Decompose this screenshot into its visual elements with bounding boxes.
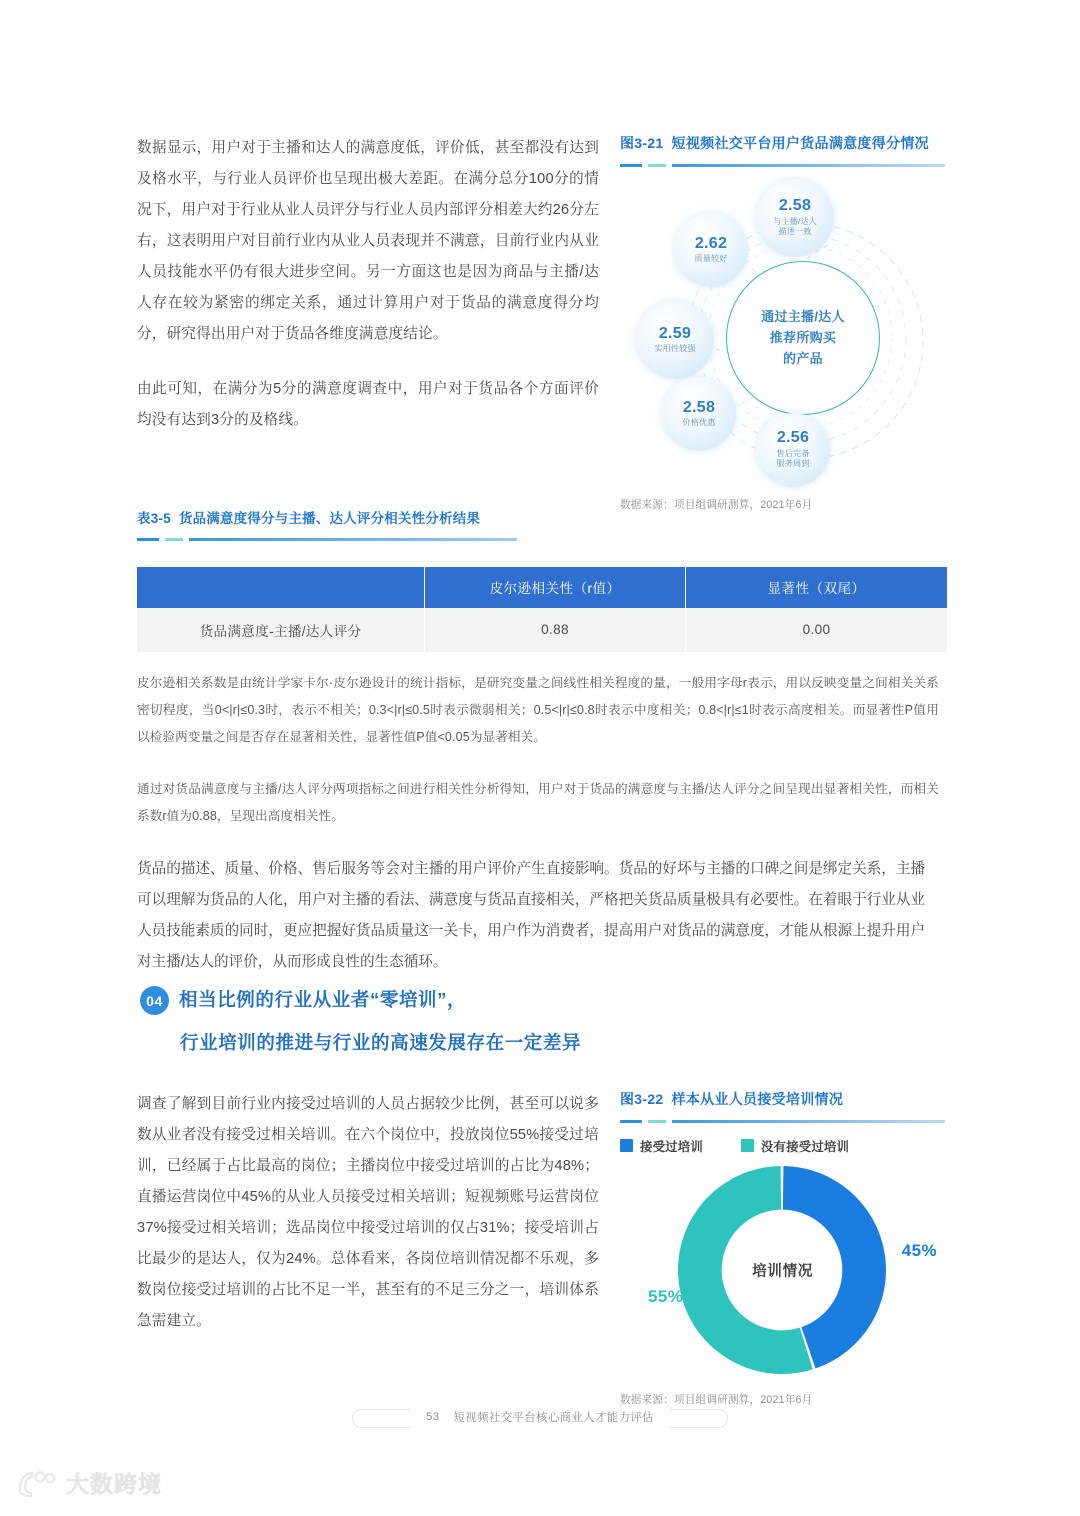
table-row: [137, 608, 947, 652]
correlation-table: [137, 567, 947, 652]
section-number-badge: 04: [140, 986, 169, 1015]
satisfaction-bubble-diagram: [620, 173, 945, 491]
bubble-value: 2.58: [778, 197, 812, 215]
core-circle: [726, 261, 880, 415]
section-04-line1: 相当比例的行业从业者“零培训”，: [179, 989, 467, 1011]
figure-3-21: [620, 133, 945, 512]
table-3-5-caption: [137, 508, 939, 527]
bubble-price: [662, 377, 736, 451]
bubble-label: 实用性较强: [654, 344, 696, 354]
section-04-line2: 行业培训的推进与行业的高速发展存在一定差异: [180, 1032, 582, 1053]
paragraph-conclusion: 由此可知，在满分为5分的满意度调查中，用户对于货品各个方面评价均没有达到3分的及格线。: [137, 381, 599, 428]
figure-3-22-source: 数据来源：项目组调研测算，2021年6月: [620, 1393, 813, 1406]
donut-chart: [620, 1163, 945, 1378]
figure-3-21-rule: [620, 164, 945, 167]
table-header-significance: 显著性（双尾）: [686, 567, 948, 608]
bubble-description-match: [756, 179, 834, 257]
pearson-explanation-block: [137, 670, 939, 751]
bubble-value: 2.62: [694, 234, 728, 252]
legend-item-untrained: [741, 1137, 849, 1155]
training-survey-block: [137, 1089, 599, 1337]
page-footer: [0, 1404, 1080, 1430]
table-3-5-title: 货品满意度得分与主播、达人评分相关性分析结果: [178, 511, 481, 526]
paragraph-training-survey: 调查了解到目前行业内接受过培训的人员占据较少比例，甚至可以说多数从业者没有接受过相关培训。在六个岗位中，投放岗位55%接受过培训，已经属于占比最高的岗位；主播岗位中接受过培训的占比为48%；直播运营岗位中45%的从业人员接受过相关培训；短视频账号运营岗位37%接受过相关培训；选品岗位中接受过培训的仅占31%；接受培训占比最少的是达人，仅为24%。总体看来，各岗位培训情况都不乐观，多数岗位接受过培训的占比不足一半，甚至有的不足三分之一，培训体系急需建立。: [137, 1096, 599, 1329]
donut-center-label: 培训情况: [752, 1263, 813, 1280]
figure-3-21-title: 短视频社交平台用户货品满意度得分情况: [671, 135, 929, 151]
core-circle-label: 通过主播/达人 推荐所购买 的产品: [761, 308, 845, 367]
table-cell-label: 货品满意度-主播/达人评分: [137, 608, 425, 652]
footer-inner: [400, 1404, 680, 1430]
bubble-value: 2.59: [658, 324, 692, 342]
legend-label-untrained: 没有接受过培训: [760, 1139, 850, 1154]
donut-percent-untrained: 55%: [648, 1286, 684, 1306]
table-cell-significance-value: 0.00: [686, 608, 948, 652]
bubble-practicality: [636, 301, 714, 379]
table-header-row: [137, 567, 947, 608]
paragraph-analysis-result: 通过对货品满意度与主播/达人评分两项指标之间进行相关性分析得知，用户对于货品的满意度与主播/达人评分之间呈现出显著相关性，而相关系数r值为0.88，呈现出高度相关性。: [137, 782, 939, 823]
bubble-label: 与主播/达人 描述一致: [773, 217, 817, 237]
table-cell-pearson-value: 0.88: [425, 608, 686, 652]
table-header-pearson: 皮尔逊相关性（r值）: [425, 567, 686, 608]
goods-impact-block: [137, 854, 939, 978]
section-04-line1-row: [140, 986, 700, 1015]
figure-3-21-number: 图3-21: [620, 135, 664, 151]
figure-3-22-caption: [620, 1089, 945, 1109]
legend-swatch-blue: [620, 1139, 633, 1152]
watermark-text: 大数跨境: [66, 1471, 162, 1497]
figure-3-22-rule: [620, 1120, 945, 1123]
intro-text-block: [137, 133, 599, 460]
legend-item-trained: [620, 1137, 703, 1155]
figure-3-21-source: 数据来源：项目组调研测算，2021年6月: [620, 498, 813, 511]
paragraph-goods-impact: 货品的描述、质量、价格、售后服务等会对主播的用户评价产生直接影响。货品的好坏与主播的口碑之间是绑定关系，主播可以理解为货品的人化，用户对主播的看法、满意度与货品直接相关，严格把关货品质量极具有必要性。在着眼于行业从业人员技能素质的同时，更应把握好货品质量这一关卡，用户作为消费者，提高用户对货品的满意度，才能从根源上提升用户对主播/达人的评价，从而形成良性的生态循环。: [137, 861, 926, 970]
bubble-label: 售后完备 服务周到: [776, 449, 810, 469]
footer-document-title: 短视频社交平台核心商业人才能力评估: [453, 1412, 654, 1424]
paragraph-satisfaction-data: 数据显示，用户对于主播和达人的满意度低，评价低，甚至都没有达到及格水平，与行业人员评价也呈现出极大差距。在满分总分100分的情况下，用户对于行业从业人员评分与行业人员内部评分相差大约26分左右，这表明用户对目前行业内从业人员表现并不满意，目前行业内从业人员技能水平仍有很大进步空间。另一方面这也是因为商品与主播/达人存在较为紧密的绑定关系，通过计算用户对于货品的满意度得分均分，研究得出用户对于货品各维度满意度结论。: [137, 140, 599, 342]
analysis-result-block: [137, 776, 939, 830]
watermark-logo-icon: [16, 1468, 58, 1498]
paragraph-pearson-definition: 皮尔逊相关系数是由统计学家卡尔·皮尔逊设计的统计指标，是研究变量之间线性相关程度的量，一般用字母r表示，用以反映变量之间相关关系密切程度，当0<|r|≤0.3时，表示不相关；0.3<|r|≤0.5时表示微弱相关；0.5<|r|≤0.8时表示中度相关；0.8<|r|≤1时表示高度相关。而显著性P值用以检验两变量之间是否存在显著相关性，显著性值P值<0.05为显著相关。: [137, 676, 939, 744]
donut-legend: [620, 1137, 945, 1155]
donut-percent-trained: 45%: [901, 1240, 937, 1260]
bubble-quality: [674, 213, 748, 287]
bubble-value: 2.56: [776, 429, 810, 447]
table-3-5-block: [137, 508, 939, 652]
footer-page-number: 53: [426, 1411, 440, 1423]
bubble-label: 价格优惠: [682, 418, 716, 428]
table-3-5-number: 表3-5: [137, 511, 171, 526]
watermark: [16, 1466, 162, 1499]
bubble-value: 2.58: [682, 398, 716, 416]
table-header-blank: [137, 567, 425, 608]
table-3-5-rule: [137, 538, 517, 541]
figure-3-22-number: 图3-22: [620, 1091, 664, 1107]
legend-label-trained: 接受过培训: [640, 1139, 703, 1154]
legend-swatch-teal: [741, 1139, 754, 1152]
bubble-label: 质量较好: [694, 254, 728, 264]
figure-3-21-caption: [620, 133, 945, 153]
bubble-after-sales: [756, 413, 830, 487]
figure-3-22: [620, 1089, 945, 1407]
figure-3-22-title: 样本从业人员接受培训情况: [671, 1091, 844, 1107]
section-04-heading: [140, 986, 700, 1055]
